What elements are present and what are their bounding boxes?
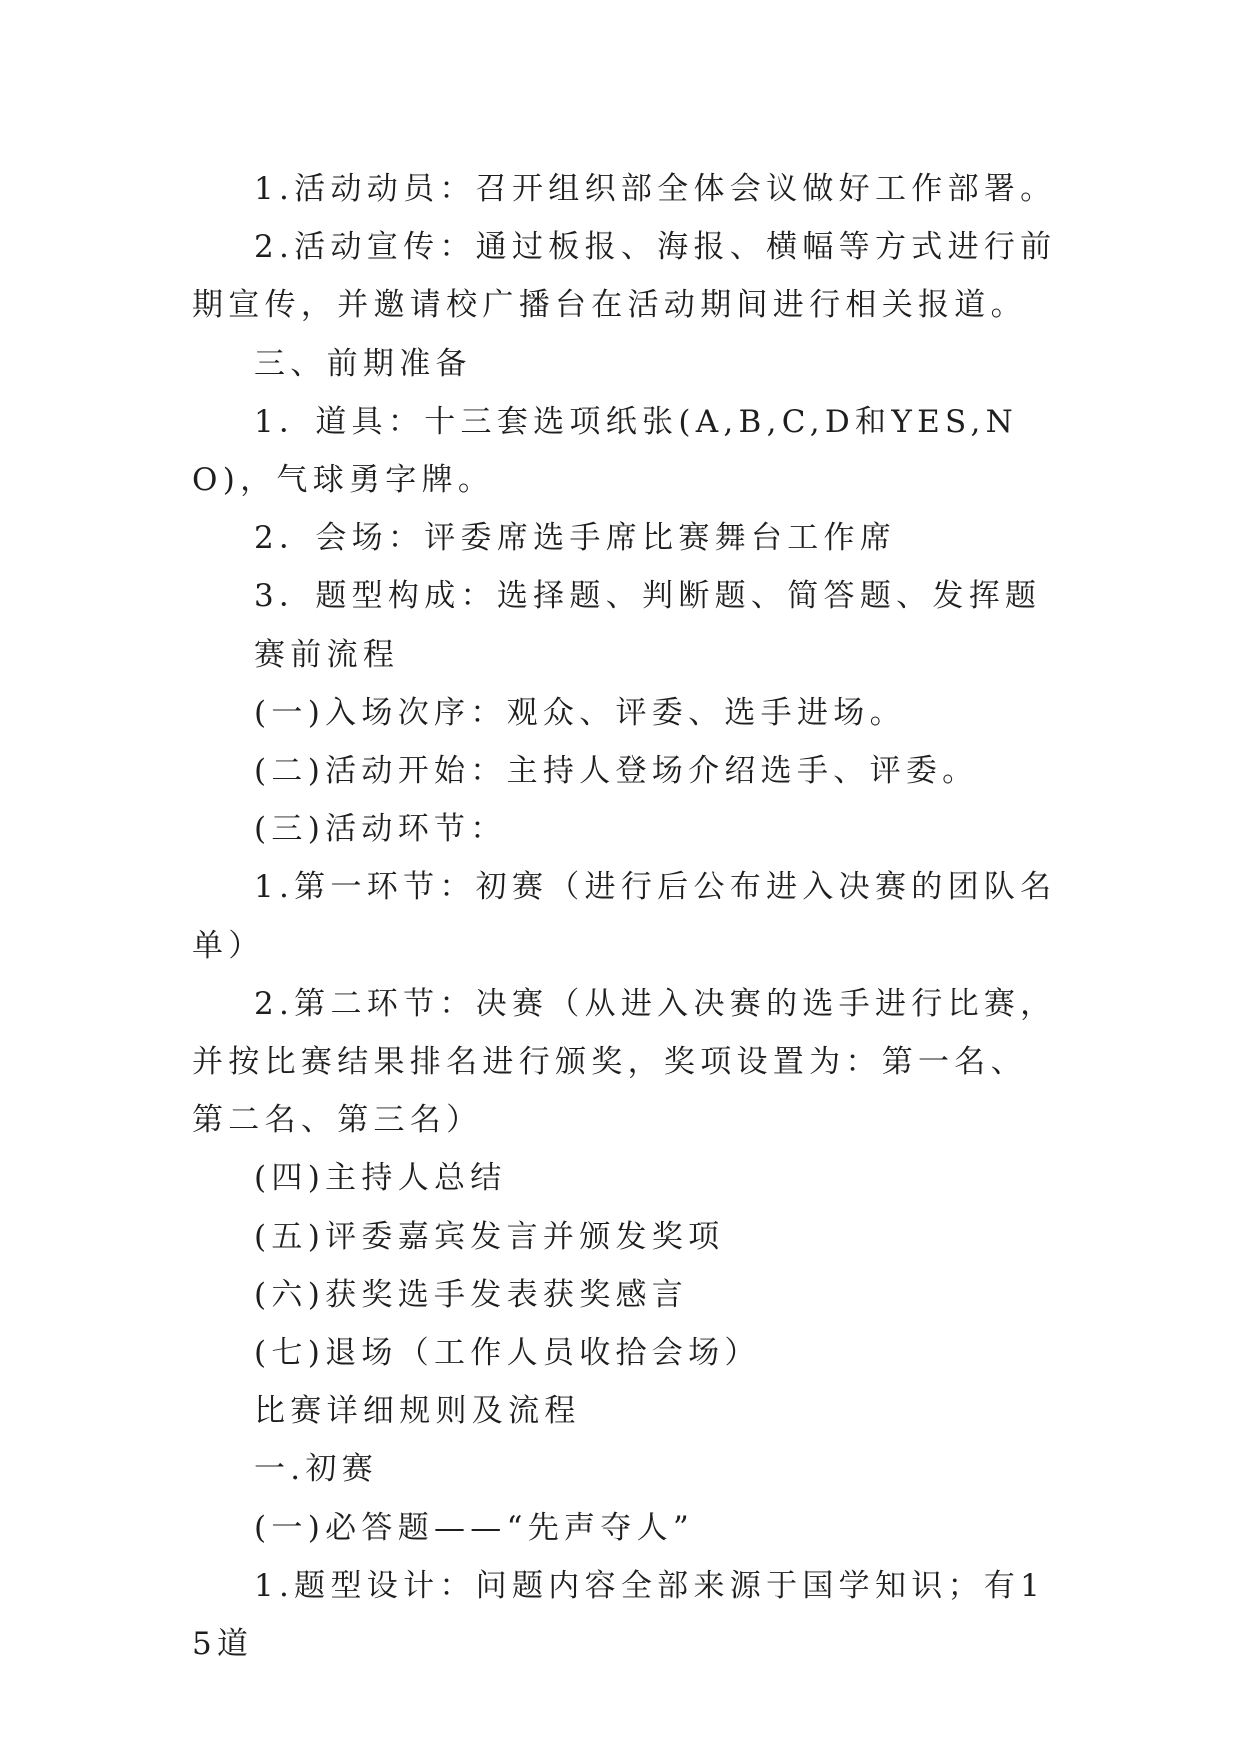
paragraph: (一)入场次序：观众、评委、选手进场。 — [254, 694, 906, 731]
paragraph: 1.活动动员：召开组织部全体会议做好工作部署。 — [254, 171, 1057, 207]
paragraph: (四)主持人总结 — [254, 1160, 507, 1197]
paragraph: 2.第二环节：决赛（从进入决赛的选手进行比赛，并按比赛结果排名进行颁奖，奖项设置为：第一名、第二名、第三名） — [192, 985, 1057, 1139]
paragraph: (六)获奖选手发表获奖感言 — [254, 1276, 689, 1313]
document-body — [192, 160, 1062, 1673]
paragraph: 1．道具：十三套选项纸张(A,B,C,D和YES,NO)，气球勇字牌。 — [192, 403, 1019, 499]
paragraph: (二)活动开始：主持人登场介绍选手、评委。 — [254, 753, 979, 790]
section-heading: 一.初赛 — [254, 1451, 379, 1488]
paragraph: 2.活动宣传：通过板报、海报、横幅等方式进行前期宣传，并邀请校广播台在活动期间进行相关报道。 — [192, 229, 1057, 324]
paragraph: (一)必答题——“先声夺人” — [254, 1509, 695, 1546]
paragraph: 2．会场：评委席选手席比赛舞台工作席 — [254, 520, 897, 557]
paragraph: 1.题型设计：问题内容全部来源于国学知识；有15道 — [192, 1567, 1046, 1663]
section-heading: 赛前流程 — [254, 636, 400, 673]
section-heading: 三、前期准备 — [254, 345, 472, 382]
paragraph: (三)活动环节： — [254, 811, 507, 848]
paragraph: (七)退场（工作人员收拾会场） — [254, 1335, 761, 1372]
section-heading: 比赛详细规则及流程 — [254, 1393, 581, 1430]
paragraph: (五)评委嘉宾发言并颁发奖项 — [254, 1218, 725, 1255]
paragraph: 3．题型构成：选择题、判断题、简答题、发挥题 — [254, 578, 1042, 615]
paragraph: 1.第一环节：初赛（进行后公布进入决赛的团队名单） — [192, 869, 1057, 964]
